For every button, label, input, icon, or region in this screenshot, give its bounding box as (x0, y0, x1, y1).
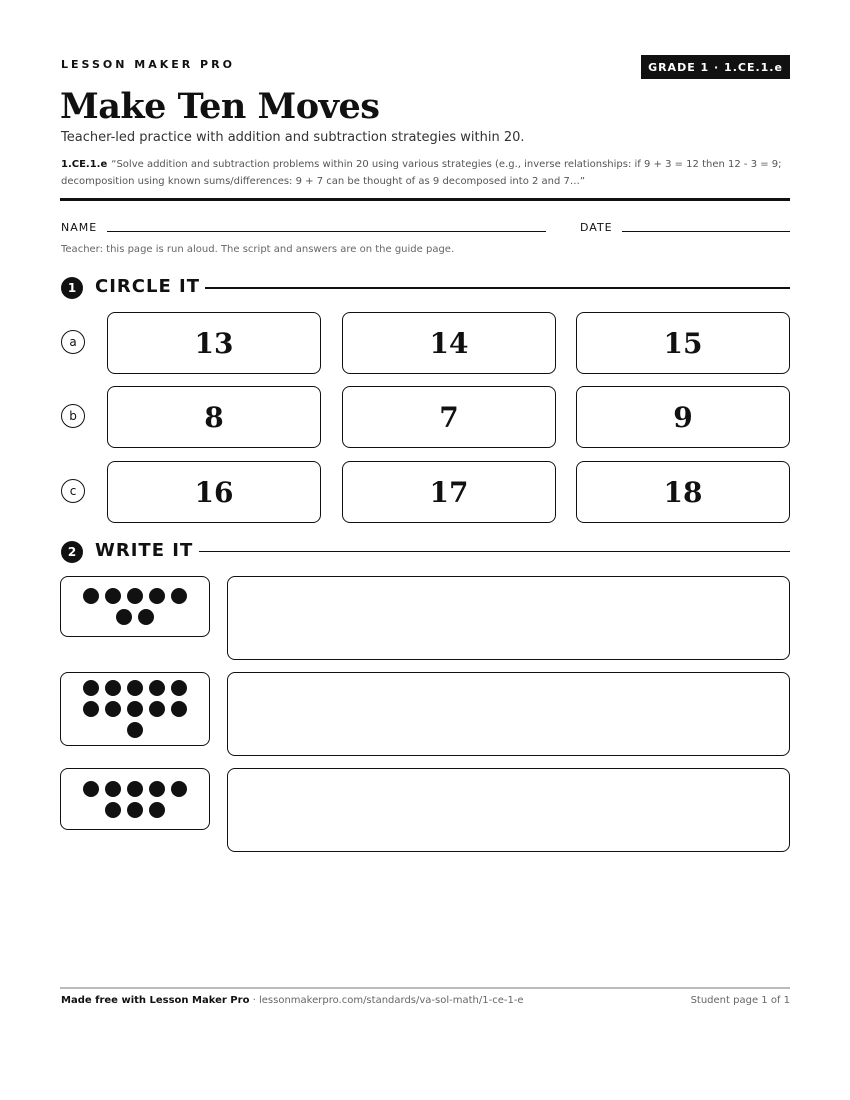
dot-row (105, 802, 165, 818)
page-title: Make Ten Moves (60, 86, 380, 127)
number-choice-a3[interactable]: 15 (576, 312, 790, 374)
dot-row (116, 609, 154, 625)
counter-dot (127, 588, 143, 604)
footer-credit (61, 995, 524, 1006)
section-1-number: 1 (61, 277, 83, 299)
footer-made-with: Made free with Lesson Maker Pro (61, 995, 250, 1006)
teacher-note: Teacher: this page is run aloud. The script and answers are on the guide page. (61, 244, 455, 255)
number-choice-b1[interactable]: 8 (107, 386, 321, 448)
dot-card-2 (60, 672, 210, 746)
section-2-title: WRITE IT (95, 540, 194, 561)
counter-dot (127, 701, 143, 717)
counter-dot (127, 802, 143, 818)
date-field-line[interactable] (622, 231, 790, 232)
counter-dot (127, 781, 143, 797)
number-choice-a1[interactable]: 13 (107, 312, 321, 374)
counter-dot (149, 680, 165, 696)
dot-row (83, 680, 187, 696)
counter-dot (105, 802, 121, 818)
dot-card-1 (60, 576, 210, 637)
counter-dot (171, 781, 187, 797)
counter-dot (83, 701, 99, 717)
counter-dot (105, 781, 121, 797)
standard-text: “Solve addition and subtraction problems within 20 using various strategies (e.g., inverse relationships: if 9 + 3 = 12 then 12 - 3 = 9; decomposition using known sums/differences: 9 + 7 can be thought of as 9 decomposed into 2 and 7…” (61, 159, 782, 187)
counter-dot (105, 588, 121, 604)
counter-dot (105, 701, 121, 717)
counter-dot (149, 802, 165, 818)
counter-dot (83, 680, 99, 696)
footer-divider (60, 987, 790, 989)
counter-dot (116, 609, 132, 625)
answer-box-2[interactable] (227, 672, 790, 756)
number-choice-c1[interactable]: 16 (107, 461, 321, 523)
section-1-rule (205, 287, 790, 289)
footer-url[interactable]: · lessonmakerpro.com/standards/va-sol-math/1-ce-1-e (249, 995, 524, 1006)
row-c-label: c (61, 479, 85, 503)
counter-dot (171, 588, 187, 604)
standard-code: 1.CE.1.e (61, 159, 108, 170)
grade-badge: GRADE 1 · 1.CE.1.e (641, 55, 790, 79)
number-choice-b3[interactable]: 9 (576, 386, 790, 448)
counter-dot (127, 680, 143, 696)
number-choice-b2[interactable]: 7 (342, 386, 556, 448)
section-2-rule (199, 551, 790, 552)
name-field-line[interactable] (107, 231, 546, 232)
header-divider (60, 198, 790, 201)
row-b-label: b (61, 404, 85, 428)
counter-dot (83, 588, 99, 604)
answer-box-1[interactable] (227, 576, 790, 660)
dot-row (83, 701, 187, 717)
section-1-title: CIRCLE IT (95, 276, 200, 297)
number-choice-c2[interactable]: 17 (342, 461, 556, 523)
page-subtitle: Teacher-led practice with addition and subtraction strategies within 20. (61, 130, 525, 145)
counter-dot (149, 588, 165, 604)
counter-dot (127, 722, 143, 738)
dot-row (83, 781, 187, 797)
dot-row (83, 588, 187, 604)
counter-dot (138, 609, 154, 625)
counter-dot (149, 701, 165, 717)
answer-box-3[interactable] (227, 768, 790, 852)
footer-page-number: Student page 1 of 1 (690, 995, 790, 1006)
counter-dot (105, 680, 121, 696)
section-2-number: 2 (61, 541, 83, 563)
counter-dot (149, 781, 165, 797)
number-choice-a2[interactable]: 14 (342, 312, 556, 374)
counter-dot (83, 781, 99, 797)
date-label: DATE (580, 221, 613, 234)
name-label: NAME (61, 221, 98, 234)
counter-dot (171, 680, 187, 696)
counter-dot (171, 701, 187, 717)
row-a-label: a (61, 330, 85, 354)
brand-label: LESSON MAKER PRO (61, 58, 235, 71)
dot-card-3 (60, 768, 210, 830)
dot-row (127, 722, 143, 738)
number-choice-c3[interactable]: 18 (576, 461, 790, 523)
standard-description (61, 156, 790, 190)
